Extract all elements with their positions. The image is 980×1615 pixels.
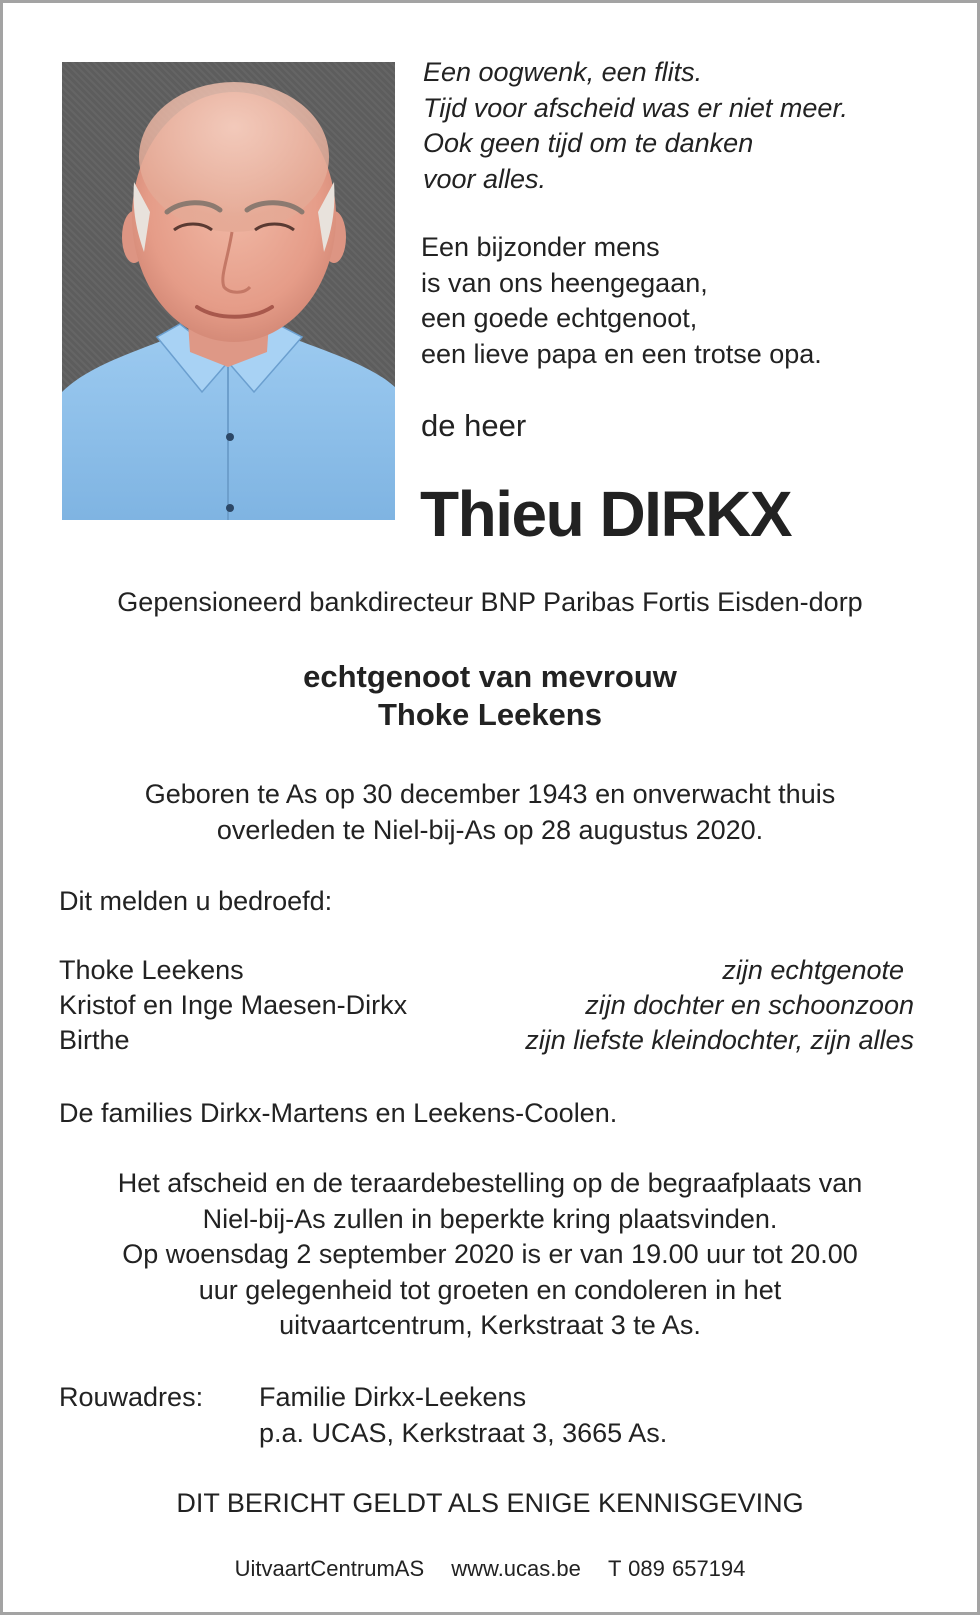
birth-line: Geboren te As op 30 december 1943 en onverwacht thuis xyxy=(144,779,836,809)
footer-org: UitvaartCentrumAS xyxy=(234,1556,425,1581)
poem-stanza-1 xyxy=(423,55,848,197)
family-member-relation: zijn echtgenote xyxy=(722,955,904,985)
ceremony-line: Op woensdag 2 september 2020 is er van 19.00 uur tot 20.00 xyxy=(122,1239,858,1269)
footer-website: www.ucas.be xyxy=(451,1556,581,1581)
poem-line: Een oogwenk, een flits. xyxy=(423,57,703,87)
poem-line: Ook geen tijd om te danken xyxy=(423,128,754,158)
ceremony-line: Niel-bij-As zullen in beperkte kring plaatsvinden. xyxy=(202,1203,778,1234)
family-member-name: Kristof en Inge Maesen-Dirkx xyxy=(59,990,408,1020)
poem-line: een lieve papa en een trotse opa. xyxy=(421,338,822,369)
portrait-photo xyxy=(62,62,395,520)
announce-intro: Dit melden u bedroefd: xyxy=(59,886,333,916)
portrait-illustration xyxy=(62,62,395,520)
spouse-block xyxy=(0,658,980,734)
ceremony-details xyxy=(0,1166,980,1344)
ceremony-line: Het afscheid en de teraardebestelling op de begraafplaats van xyxy=(117,1168,863,1198)
spouse-name: Thoke Leekens xyxy=(378,697,602,732)
birth-death-dates xyxy=(0,777,980,848)
poem-line: een goede echtgenoot, xyxy=(421,303,698,333)
ceremony-line: uur gelegenheid tot groeten en condoleren in het xyxy=(198,1274,782,1305)
poem-line: Tijd voor afscheid was er niet meer. xyxy=(423,92,848,123)
poem-stanza-2 xyxy=(421,230,822,372)
address-line-1: Familie Dirkx-Leekens xyxy=(259,1382,527,1412)
death-line: overleden te Niel-bij-As op 28 augustus 2020. xyxy=(216,814,764,845)
profession: Gepensioneerd bankdirecteur BNP Paribas Fortis Eisden-dorp xyxy=(117,587,863,617)
honorific: de heer xyxy=(421,408,527,443)
family-member-name: Thoke Leekens xyxy=(59,955,244,985)
family-row xyxy=(59,1025,914,1061)
family-member-relation: zijn dochter en schoonzoon xyxy=(585,990,914,1020)
address-block xyxy=(259,1380,667,1451)
footer-phone: T 089 657194 xyxy=(608,1556,746,1581)
deceased-name: Thieu DIRKX xyxy=(420,478,792,550)
poem-line: Een bijzonder mens xyxy=(421,232,660,262)
notice: DIT BERICHT GELDT ALS ENIGE KENNISGEVING xyxy=(176,1488,804,1518)
family-row xyxy=(59,990,914,1026)
families-line: De families Dirkx-Martens en Leekens-Coolen. xyxy=(59,1098,618,1128)
footer xyxy=(0,1556,980,1582)
poem-line: is van ons heengegaan, xyxy=(421,267,708,298)
ceremony-line: uitvaartcentrum, Kerkstraat 3 te As. xyxy=(279,1310,701,1340)
family-row xyxy=(59,955,914,991)
poem-line: voor alles. xyxy=(423,163,547,194)
family-member-name: Birthe xyxy=(59,1025,130,1055)
spouse-line-1: echtgenoot van mevrouw xyxy=(303,659,677,694)
family-member-relation: zijn liefste kleindochter, zijn alles xyxy=(525,1025,914,1055)
address-label: Rouwadres: xyxy=(59,1382,204,1412)
address-line-2: p.a. UCAS, Kerkstraat 3, 3665 As. xyxy=(259,1417,668,1448)
